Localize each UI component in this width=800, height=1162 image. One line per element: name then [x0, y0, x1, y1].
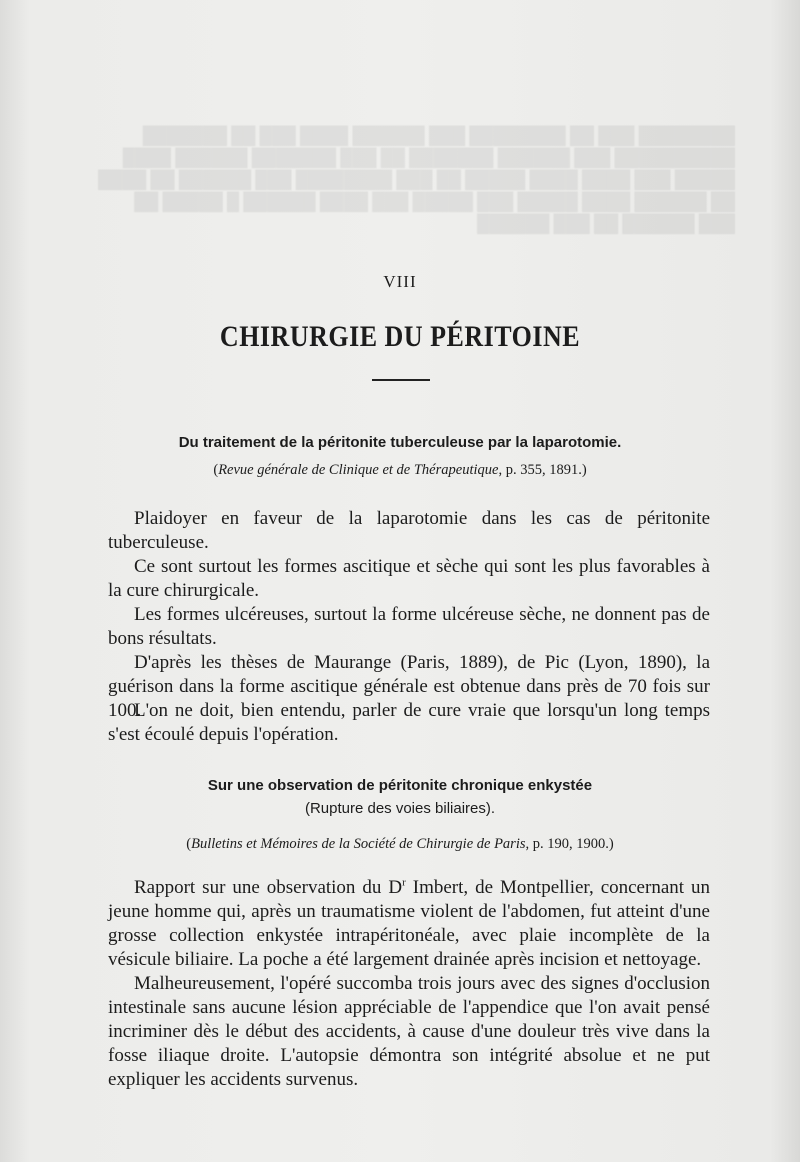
- section-source: [0, 836, 800, 853]
- source-reference: , p. 190, 1900.): [525, 836, 614, 852]
- paragraph: [108, 876, 710, 972]
- section-source: [0, 462, 800, 479]
- paragraph-text: Rapport sur une observation du D: [134, 877, 403, 898]
- source-journal: Revue générale de Clinique et de Thérapeutique: [218, 462, 499, 478]
- paragraph: D'après les thèses de Maurange (Paris, 1889), de Pic (Lyon, 1890), la guérison dans la forme ascitique générale est obtenue dans près de 70 fois sur 100.: [108, 652, 710, 721]
- source-open: (: [213, 462, 219, 478]
- section-title: Sur une observation de péritonite chronique enkystée: [207, 777, 593, 794]
- source-reference: , p. 355, 1891.): [498, 462, 587, 478]
- part-number: VIII: [383, 272, 417, 291]
- source-open: (: [186, 836, 192, 852]
- paragraph-text: Imbert, de Montpellier, concernant un jeune homme qui, après un traumatisme violent de l'abdomen, fut atteint d'une grosse collection enkystée intrapéritonéale, avec plaie incomplète de la vésicule biliaire. La poche a été largement drainée après incision et nettoyage.: [108, 877, 711, 970]
- paragraph: Les formes ulcéreuses, surtout la forme ulcéreuse sèche, ne donnent pas de bons résultats.: [108, 604, 710, 649]
- paragraph: Ce sont surtout les formes ascitique et sèche qui sont les plus favorables à la cure chirurgicale.: [108, 556, 710, 601]
- paragraph: L'on ne doit, bien entendu, parler de cure vraie que lorsqu'un long temps s'est écoulé depuis l'opération.: [108, 700, 710, 745]
- source-journal: Bulletins et Mémoires de la Société de Chirurgie de Paris: [191, 836, 526, 852]
- section-subtitle: (Rupture des voies biliaires).: [304, 800, 496, 817]
- paragraph: Plaidoyer en faveur de la laparotomie dans les cas de péritonite tuberculeuse.: [108, 508, 710, 553]
- paragraph: Malheureusement, l'opéré succomba trois jours avec des signes d'occlusion intestinale sans aucune lésion appréciable de l'appendice que l'on avait pensé incriminer dès le début des accidents, à cause d'une douleur très vive dans la fosse iliaque droite. L'autopsie démontra son intégrité absolue et ne put expliquer les accidents survenus.: [108, 973, 710, 1090]
- title-rule: [372, 379, 430, 381]
- bleed-through-text: ████████ ███ ██ ████████ ███ ██████ ████ ███ ██ ███████ ██████████ ███ ██████ ███████ ██ ███ ███████ ██████ ████ █████ ███ ████ ████ █████ ██ ███ ████████ ███ ██████ ██ ████ ██ ██████ ████ █████ ███ █████ ███ ████ ██████ █ █████ ██ ███ ██████ ██ ███ ██████: [98, 126, 735, 233]
- superscript: r: [402, 876, 406, 889]
- chapter-title: CHIRURGIE DU PÉRITOINE: [219, 319, 581, 354]
- section-title: Du traitement de la péritonite tuberculeuse par la laparotomie.: [178, 434, 622, 451]
